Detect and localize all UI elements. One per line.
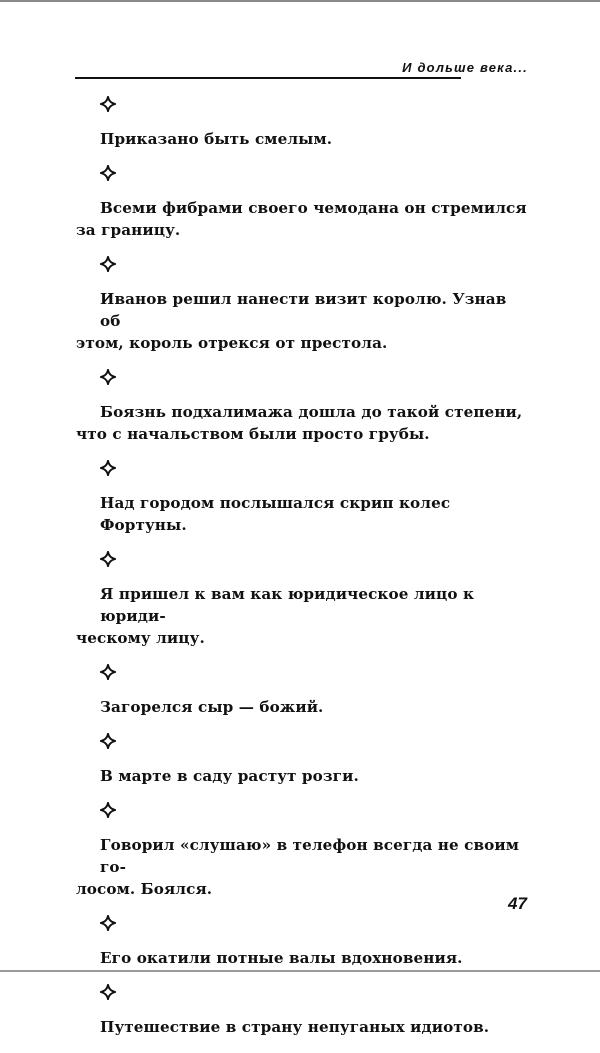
four-point-star-icon bbox=[100, 369, 116, 385]
four-point-star-icon bbox=[100, 664, 116, 680]
aphorism-line-continuation: этом, король отрекся от престола. bbox=[76, 334, 388, 352]
four-point-star-icon bbox=[100, 802, 116, 818]
aphorism-entry bbox=[100, 733, 532, 787]
aphorism-line: Всеми фибрами своего чемодана он стремился bbox=[100, 199, 527, 217]
aphorism-text bbox=[100, 696, 532, 718]
aphorism-entry bbox=[76, 802, 532, 900]
aphorism-text bbox=[76, 834, 532, 900]
four-point-star-icon bbox=[100, 984, 116, 1000]
aphorism-line: В марте в саду растут розги. bbox=[100, 767, 359, 785]
aphorism-line: Говорил «слушаю» в телефон всегда не своим го- bbox=[100, 836, 520, 876]
aphorism-text bbox=[76, 288, 532, 354]
aphorism-line: Боязнь подхалимажа дошла до такой степени, bbox=[100, 403, 523, 421]
aphorism-line: Загорелся сыр — божий. bbox=[100, 698, 324, 716]
four-point-star-icon bbox=[100, 96, 116, 112]
four-point-star-icon bbox=[100, 256, 116, 272]
aphorism-line: Путешествие в страну непуганых идиотов. bbox=[100, 1018, 490, 1036]
four-point-star-icon bbox=[100, 551, 116, 567]
aphorism-text bbox=[100, 765, 532, 787]
aphorism-entry bbox=[100, 984, 532, 1038]
aphorism-text bbox=[76, 583, 532, 649]
header-rule bbox=[75, 77, 461, 79]
aphorism-line-continuation: что с начальством были просто грубы. bbox=[76, 425, 430, 443]
aphorism-line-continuation: лосом. Боялся. bbox=[76, 880, 213, 898]
aphorism-line: Приказано быть смелым. bbox=[100, 130, 333, 148]
four-point-star-icon bbox=[100, 915, 116, 931]
aphorism-line-continuation: за границу. bbox=[76, 221, 181, 239]
aphorism-line: Иванов решил нанести визит королю. Узнав об bbox=[100, 290, 507, 330]
page-number: 47 bbox=[508, 894, 527, 913]
aphorism-text bbox=[100, 1016, 532, 1038]
aphorism-text bbox=[76, 401, 532, 445]
aphorism-line: Я пришел к вам как юридическое лицо к юриди- bbox=[100, 585, 475, 625]
aphorism-entry bbox=[100, 460, 532, 536]
aphorism-entry bbox=[100, 915, 532, 969]
four-point-star-icon bbox=[100, 460, 116, 476]
aphorism-entry bbox=[76, 165, 532, 241]
aphorism-text bbox=[100, 492, 532, 536]
page-top-border bbox=[0, 0, 600, 2]
four-point-star-icon bbox=[100, 733, 116, 749]
aphorism-entry bbox=[100, 96, 532, 150]
aphorism-text bbox=[100, 947, 532, 969]
running-header-title: И дольше века... bbox=[402, 60, 528, 75]
aphorism-entry bbox=[76, 369, 532, 445]
aphorism-text bbox=[76, 197, 532, 241]
aphorism-line-continuation: ческому лицу. bbox=[76, 629, 205, 647]
aphorism-list bbox=[76, 96, 532, 1053]
aphorism-line: Над городом послышался скрип колес Фортуны. bbox=[100, 494, 451, 534]
four-point-star-icon bbox=[100, 165, 116, 181]
aphorism-entry bbox=[76, 551, 532, 649]
aphorism-line: Его окатили потные валы вдохновения. bbox=[100, 949, 463, 967]
aphorism-entry bbox=[76, 256, 532, 354]
aphorism-entry bbox=[100, 664, 532, 718]
aphorism-text bbox=[100, 128, 532, 150]
